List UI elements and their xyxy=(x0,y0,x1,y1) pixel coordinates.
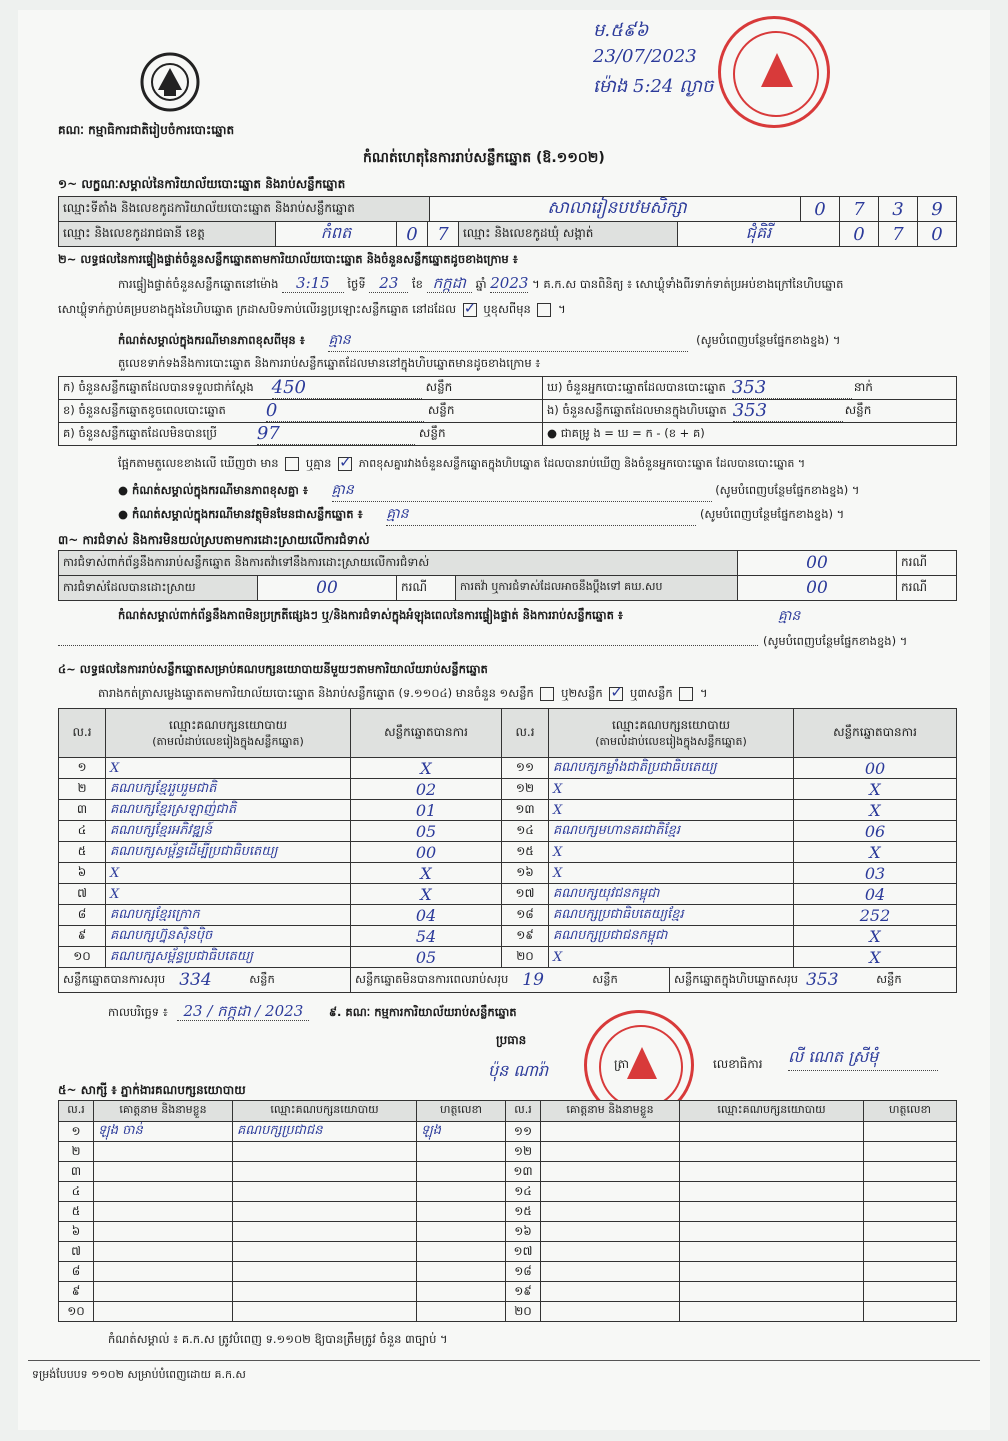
figure-row-ko xyxy=(58,422,543,446)
verification-month-label: ខែ xyxy=(412,277,423,291)
verification-year: 2023 xyxy=(490,274,529,292)
witness-name xyxy=(540,1201,680,1222)
form-page xyxy=(18,10,990,1430)
president-signature: ប៉ុន ណារ៉ា xyxy=(488,1061,549,1080)
committee-title: ៩. គណៈ កម្មការការិយាល័យរាប់សន្លឹកឆ្នោត xyxy=(328,1005,517,1019)
figures-intro: តួលេខទាក់ទងនឹងការបោះឆ្នោត និងការរាប់សន្លឹកឆ្នោតដែលមាននៅក្នុងហិបឆ្នោតមានដូចខាងក្រោម ៖ xyxy=(118,356,541,370)
three-sheet-checkbox[interactable] xyxy=(679,687,693,701)
witness-name xyxy=(540,1181,680,1202)
has-label: ផ្អែកតាមតួលេខខាងលើ ឃើញថា មាន xyxy=(118,456,279,470)
tally-sheet-line: តារាងកត់ត្រាសម្លេងឆ្នោតតាមការិយាល័យបោះឆ្នោត និងរាប់សន្លឹកឆ្នោត (ទ.១១០៤) មានចំនួន ១សន្លឹក ឬ២សន្លឹក ✓ ឬ៣សន្លឹក ។ xyxy=(98,686,708,703)
witness-party xyxy=(232,1141,417,1162)
witness-party xyxy=(232,1201,417,1222)
resolved-count: 00 xyxy=(257,575,397,601)
col-no-header: ល.រ xyxy=(58,708,106,758)
witness-party: គណបក្សប្រជាជន xyxy=(232,1121,417,1142)
date-line xyxy=(108,1002,517,1024)
seal-status-text: សោឃ្លុំទាក់ភ្ជាប់គម្របខាងក្នុងនៃហិបឆ្នោត ក្រដាសបិទភាប់លើរន្ធប្រឡោះសន្លឹកឆ្នោត នៅដដែល xyxy=(58,302,457,316)
secretary-signature: លី ណេត ស្រីមុំ xyxy=(788,1046,938,1071)
appeal-label: ការតវ៉ា ឬការជំទាស់ដែលអាចនឹងប្តឹងទៅ គឃ.សប xyxy=(455,575,738,601)
witness-signature xyxy=(416,1141,506,1162)
witness-party xyxy=(679,1241,864,1262)
party-name: គណបក្សសម្ព័ន្ធប្រជាធិបតេយ្យ xyxy=(105,946,351,968)
total-box-label: សន្លឹកឆ្នោតក្នុងហិបឆ្នោតសរុប xyxy=(674,971,799,986)
province-code-digit: 0 xyxy=(396,221,428,247)
row-no: ៥ xyxy=(58,841,106,863)
party-votes: X xyxy=(793,799,957,821)
figure-value: 450 xyxy=(272,377,422,399)
witness-name xyxy=(540,1141,680,1162)
commune-code-digit: 0 xyxy=(917,221,957,247)
difference-note-value: គ្មាន xyxy=(328,330,688,352)
witness-name xyxy=(93,1141,233,1162)
difference-text: ភាពខុសគ្នារវាងចំនួនសន្លឹកឆ្នោតក្នុងហិបឆ្នោត ដែលបានរាប់ឃើញ និងចំនួនអ្នកបោះឆ្នោត ដែលបានបោះឆ្នោត ។ xyxy=(358,457,806,470)
party-name: គណបក្សប្រជាធិបតេយ្យខ្មែរ xyxy=(548,904,794,926)
witness-name xyxy=(540,1221,680,1242)
row-no: ១ xyxy=(58,757,106,779)
received-date: 23/07/2023 xyxy=(593,46,697,67)
col-party-subtitle: (តាមលំដាប់លេខរៀងក្នុងសន្លឹកឆ្នោត) xyxy=(152,735,304,748)
witness-party xyxy=(232,1281,417,1302)
w-col-party: ឈ្មោះគណបក្សនយោបាយ xyxy=(232,1100,417,1122)
row-no: ៩ xyxy=(58,925,106,947)
col-votes-header: សន្លឹកឆ្នោតបានការ xyxy=(793,708,957,758)
party-name: X xyxy=(548,841,794,863)
party-votes: 03 xyxy=(793,862,957,884)
verification-time: 3:15 xyxy=(282,274,344,293)
section2-heading: ២~ លទ្ធផលនៃការផ្ទៀងផ្ទាត់ចំនួនសន្លឹកឆ្នោតតាមការិយាល័យបោះឆ្នោត និងចំនួនសន្លឹកឆ្នោតដូចខាងក្រោម ៖ xyxy=(58,252,518,266)
witness-party xyxy=(232,1301,417,1322)
party-name: គណបក្សសម្ព័ន្ធដើម្បីប្រជាធិបតេយ្យ xyxy=(105,841,351,863)
witness-party xyxy=(679,1121,864,1142)
figure-label: ឃ) ចំនួនអ្នកបោះឆ្នោតដែលបានបោះឆ្នោត xyxy=(547,379,726,394)
difference-note-label: កំណត់សម្គាល់ក្នុងករណីមានភាពខុសពីមុន ៖ xyxy=(118,333,305,347)
commune-label: ឈ្មោះ និងលេខកូដឃុំ សង្កាត់ xyxy=(458,221,678,247)
witness-row-no: ១៣ xyxy=(505,1161,541,1182)
commune-code-digit: 7 xyxy=(878,221,918,247)
witness-signature xyxy=(416,1181,506,1202)
party-name: X xyxy=(548,799,794,821)
formula-text: ● ជាគម្រូ ង = ឃ = ក - (ខ + គ) xyxy=(547,425,705,440)
figure-unit: សន្លឹក xyxy=(844,403,872,417)
form-title: កំណត់ហេតុនៃការរាប់សន្លឹកឆ្នោត (ឱ.១១០២) xyxy=(363,150,605,166)
row-no: ១១ xyxy=(501,757,549,779)
party-votes: 05 xyxy=(350,820,502,842)
received-number: ម.៥៩៦ xyxy=(593,20,649,41)
official-seal-top xyxy=(718,16,830,128)
w-col-no: ល.រ xyxy=(505,1100,541,1122)
witness-party xyxy=(679,1161,864,1182)
party-name: គណបក្សកម្លាំងជាតិប្រជាធិបតេយ្យ xyxy=(548,757,794,779)
objection-count: 00 xyxy=(737,550,897,576)
figure-value: 353 xyxy=(733,400,843,422)
seal-status-line: សោឃ្លុំទាក់ភ្ជាប់គម្របខាងក្នុងនៃហិបឆ្នោត ក្រដាសបិទភាប់លើរន្ធប្រឡោះសន្លឹកឆ្នោត នៅដដែល ✓ ឬខុសពីមុន ។ xyxy=(58,302,566,319)
objection-label: ការជំទាស់ពាក់ព័ន្ធនឹងការរាប់សន្លឹកឆ្នោត និងការតវ៉ាទៅនឹងការដោះស្រាយលើការជំទាស់ xyxy=(58,550,738,576)
witness-name xyxy=(93,1261,233,1282)
party-name: X xyxy=(548,778,794,800)
party-votes: 02 xyxy=(350,778,502,800)
tally-sheet-text: តារាងកត់ត្រាសម្លេងឆ្នោតតាមការិយាល័យបោះឆ្នោត និងរាប់សន្លឹកឆ្នោត (ទ.១១០៤) មានចំនួន ១សន្លឹក xyxy=(98,686,534,700)
total-valid-value: 334 xyxy=(179,970,212,990)
witness-party xyxy=(679,1261,864,1282)
party-votes: X xyxy=(793,925,957,947)
secretary-label: លេខាធិការ xyxy=(713,1057,763,1071)
witness-row-no: ២ xyxy=(58,1141,94,1162)
witness-signature xyxy=(863,1161,957,1182)
witness-name xyxy=(93,1201,233,1222)
witness-row-no: ១០ xyxy=(58,1301,94,1322)
witness-row-no: ២០ xyxy=(505,1301,541,1322)
nec-logo xyxy=(138,50,202,114)
party-name: គណបក្សខ្មែររួបរួមជាតិ xyxy=(105,778,351,800)
figure-label: គ) ចំនួនសន្លឹកឆ្នោតដែលមិនបានប្រើ xyxy=(63,425,217,440)
witness-signature xyxy=(863,1221,957,1242)
row-no: ១០ xyxy=(58,946,106,968)
party-votes: 01 xyxy=(350,799,502,821)
party-votes: X xyxy=(350,757,502,779)
total-invalid-cell xyxy=(350,967,670,993)
party-name: X xyxy=(105,862,351,884)
witness-signature xyxy=(863,1121,957,1142)
row-no: ១៤ xyxy=(501,820,549,842)
bullet-difference-value: គ្មាន xyxy=(332,480,712,502)
province-code-digit: 7 xyxy=(427,221,459,247)
witness-row-no: ៨ xyxy=(58,1261,94,1282)
witness-signature xyxy=(863,1181,957,1202)
witness-name xyxy=(540,1301,680,1322)
bullet-object-value: គ្មាន xyxy=(386,504,696,526)
party-name: X xyxy=(105,883,351,905)
party-name: គណបក្សមហានគរជាតិខ្មែរ xyxy=(548,820,794,842)
party-votes: 05 xyxy=(350,946,502,968)
commune-name: ជុំគិរី xyxy=(677,221,840,247)
bullet-difference xyxy=(118,480,948,502)
col-party-header xyxy=(105,708,351,758)
figure-unit: សន្លឹក xyxy=(427,403,455,417)
irregularity-note-value: គ្មាន xyxy=(778,608,801,624)
witness-signature xyxy=(416,1241,506,1262)
witness-name xyxy=(93,1241,233,1262)
total-unit: សន្លឹក xyxy=(876,971,902,986)
witness-row-no: ១២ xyxy=(505,1141,541,1162)
witness-party xyxy=(232,1221,417,1242)
three-sheet-label: ឬ៣សន្លឹក xyxy=(630,686,673,700)
row-no: ៤ xyxy=(58,820,106,842)
party-name: X xyxy=(548,862,794,884)
party-votes: X xyxy=(350,883,502,905)
figure-row-ka xyxy=(58,376,543,400)
irregularity-note-line xyxy=(58,644,758,646)
section1-heading: ១~ លក្ខណៈសម្គាល់នៃការិយាល័យបោះឆ្នោត និងរាប់សន្លឹកឆ្នោត xyxy=(58,177,346,191)
witness-signature xyxy=(863,1301,957,1322)
total-invalid-value: 19 xyxy=(522,970,544,990)
org-name: គណៈ កម្មាធិការជាតិរៀបចំការបោះឆ្នោត xyxy=(58,123,235,137)
witness-party xyxy=(679,1181,864,1202)
col-no-header: ល.រ xyxy=(501,708,549,758)
total-box-cell xyxy=(669,967,957,993)
resolved-unit: ករណី xyxy=(396,575,456,601)
two-sheet-label: ឬ២សន្លឹក xyxy=(561,686,603,700)
witness-row-no: ១ xyxy=(58,1121,94,1142)
total-valid-label: សន្លឹកឆ្នោតបានការសរុប xyxy=(63,971,166,986)
w-col-sign: ហត្ថលេខា xyxy=(863,1100,957,1122)
figure-value: 97 xyxy=(257,423,415,445)
figure-label: ខ) ចំនួនសន្លឹកឆ្នោតខូចពេលបោះឆ្នោត xyxy=(63,402,226,417)
party-name: X xyxy=(105,757,351,779)
witness-row-no: ១១ xyxy=(505,1121,541,1142)
witness-row-no: ៩ xyxy=(58,1281,94,1302)
witness-row-no: ១៩ xyxy=(505,1281,541,1302)
col-votes-header: សន្លឹកឆ្នោតបានការ xyxy=(350,708,502,758)
witness-signature xyxy=(863,1241,957,1262)
received-time: ម៉ោង 5:24 ល្ងាច xyxy=(593,76,714,97)
witness-row-no: ៣ xyxy=(58,1161,94,1182)
party-name: គណបក្សខ្មែរក្រោក xyxy=(105,904,351,926)
row-no: ១៩ xyxy=(501,925,549,947)
witness-party xyxy=(679,1221,864,1242)
party-votes: X xyxy=(350,862,502,884)
verification-time-label: ការផ្ទៀងផ្ទាត់ចំនួនសន្លឹកឆ្នោតនៅម៉ោង xyxy=(118,277,279,291)
verification-month: កក្កដា xyxy=(427,274,472,293)
witness-row-no: ១៦ xyxy=(505,1221,541,1242)
witness-name xyxy=(540,1281,680,1302)
objection-unit: ករណី xyxy=(896,550,957,576)
witness-signature xyxy=(863,1281,957,1302)
witness-name xyxy=(93,1301,233,1322)
witness-row-no: ៦ xyxy=(58,1221,94,1242)
witness-name xyxy=(540,1121,680,1142)
row-no: ៧ xyxy=(58,883,106,905)
party-name: គណបក្សហ្វ៊ុនស៊ិនប៉ិច xyxy=(105,925,351,947)
party-votes: X xyxy=(793,841,957,863)
col-party-title: ឈ្មោះគណបក្សនយោបាយ xyxy=(611,718,731,732)
witness-party xyxy=(679,1301,864,1322)
figure-row-kha xyxy=(58,399,543,423)
witness-party xyxy=(679,1281,864,1302)
form-code: ទម្រង់បែបបទ ១១០២ សម្រាប់បំពេញដោយ គ.ក.ស xyxy=(32,1368,246,1381)
witness-name xyxy=(540,1241,680,1262)
row-no: ១៦ xyxy=(501,862,549,884)
witness-row-no: ១៨ xyxy=(505,1261,541,1282)
fill-more-note: (សូមបំពេញបន្ថែមផ្នែកខាងខ្នង) ។ xyxy=(763,634,908,648)
verification-day: 23 xyxy=(369,274,408,293)
row-no: ១៨ xyxy=(501,904,549,926)
party-votes: 00 xyxy=(350,841,502,863)
date-value: 23 / កក្កដា / 2023 xyxy=(177,1002,309,1021)
seal-label: ត្រា xyxy=(614,1057,629,1071)
party-votes: X xyxy=(793,946,957,968)
witness-name xyxy=(93,1181,233,1202)
witness-signature xyxy=(416,1161,506,1182)
changed-checkbox[interactable] xyxy=(537,303,551,317)
witness-signature xyxy=(416,1201,506,1222)
party-name: គណបក្សយុវជនកម្ពុជា xyxy=(548,883,794,905)
row-no: ១៥ xyxy=(501,841,549,863)
appeal-count: 00 xyxy=(737,575,897,601)
party-votes: 06 xyxy=(793,820,957,842)
code-digit: 9 xyxy=(917,196,957,222)
witness-row-no: ៤ xyxy=(58,1181,94,1202)
witness-party xyxy=(232,1181,417,1202)
witness-signature xyxy=(863,1261,957,1282)
figure-row-kho xyxy=(542,376,957,400)
no-difference-checkbox[interactable] xyxy=(338,457,352,471)
total-invalid-label: សន្លឹកឆ្នោតមិនបានការពេលរាប់សរុប xyxy=(355,971,509,986)
party-votes: 04 xyxy=(793,883,957,905)
verification-line xyxy=(118,274,843,296)
section5-heading: ៥~ សាក្សី ៖ ភ្នាក់ងារគណបក្សនយោបាយ xyxy=(58,1083,246,1097)
witness-signature xyxy=(416,1281,506,1302)
polling-station-label: ឈ្មោះទីតាំង និងលេខកូដការិយាល័យបោះឆ្នោត និងរាប់សន្លឹកឆ្នោត xyxy=(58,196,430,222)
footer-divider xyxy=(28,1360,980,1361)
row-no: ១២ xyxy=(501,778,549,800)
figure-unit: សន្លឹក xyxy=(425,380,453,394)
witness-name xyxy=(93,1221,233,1242)
irregularity-note-label: កំណត់សម្គាល់ពាក់ព័ន្ធនឹងភាពមិនប្រក្រតីផ្សេងៗ ឬ/និងការជំទាស់ក្នុងអំឡុងពេលនៃការផ្ទៀងផ្ទាត់ និងការរាប់សន្លឹកឆ្នោត ៖ xyxy=(118,608,623,622)
row-no: ៦ xyxy=(58,862,106,884)
col-party-subtitle: (តាមលំដាប់លេខរៀងក្នុងសន្លឹកឆ្នោត) xyxy=(595,735,747,748)
difference-note-line xyxy=(118,330,948,352)
witness-signature xyxy=(416,1221,506,1242)
witness-row-no: ៥ xyxy=(58,1201,94,1222)
w-col-party: ឈ្មោះគណបក្សនយោបាយ xyxy=(679,1100,864,1122)
witness-row-no: ១៤ xyxy=(505,1181,541,1202)
commune-code-digit: 0 xyxy=(839,221,879,247)
witness-row-no: ៧ xyxy=(58,1241,94,1262)
party-votes: X xyxy=(793,778,957,800)
appeal-unit: ករណី xyxy=(896,575,957,601)
figure-row-ngo xyxy=(542,399,957,423)
witness-name xyxy=(93,1161,233,1182)
total-unit: សន្លឹក xyxy=(249,971,275,986)
fill-more-note: (សូមបំពេញបន្ថែមផ្នែកខាងខ្នង) ។ xyxy=(699,507,845,521)
verification-day-label: ថ្ងៃទី xyxy=(347,277,366,291)
row-no: ៨ xyxy=(58,904,106,926)
footer-note: កំណត់សម្គាល់ ៖ គ.ក.ស ត្រូវបំពេញ ទ.១១០២ ឱ្យបានត្រឹមត្រូវ ចំនួន ៣ច្បាប់ ។ xyxy=(108,1332,448,1346)
witness-signature xyxy=(863,1141,957,1162)
witness-name xyxy=(540,1161,680,1182)
col-party-title: ឈ្មោះគណបក្សនយោបាយ xyxy=(168,718,288,732)
witness-signature xyxy=(416,1301,506,1322)
code-digit: 0 xyxy=(800,196,840,222)
bullet-object xyxy=(118,504,948,526)
witness-row-no: ១៧ xyxy=(505,1241,541,1262)
section4-heading: ៤~ លទ្ធផលនៃការរាប់សន្លឹកឆ្នោតសម្រាប់គណបក្សនយោបាយនីមួយៗតាមការិយាល័យរាប់សន្លឹកឆ្នោត xyxy=(58,662,488,676)
witness-party xyxy=(232,1261,417,1282)
row-no: ២ xyxy=(58,778,106,800)
row-no: ៣ xyxy=(58,799,106,821)
difference-check-line xyxy=(118,456,805,473)
party-name: គណបក្សខ្មែរអភិវឌ្ឍន៍ xyxy=(105,820,351,842)
verification-year-label: ឆ្នាំ xyxy=(475,277,487,291)
figure-formula xyxy=(542,422,957,446)
witness-name xyxy=(93,1281,233,1302)
total-box-value: 353 xyxy=(806,970,839,990)
figure-unit: នាក់ xyxy=(853,380,873,394)
president-label: ប្រធាន xyxy=(496,1033,527,1047)
polling-station-name: សាលារៀនបឋមសិក្សា xyxy=(429,196,801,222)
fill-more-note: (សូមបំពេញបន្ថែមផ្នែកខាងខ្នង) ។ xyxy=(696,333,841,347)
w-col-name: គោត្តនាម និងនាមខ្លួន xyxy=(93,1100,233,1122)
total-valid-cell xyxy=(58,967,351,993)
party-name: X xyxy=(548,946,794,968)
figure-label: ក) ចំនួនសន្លឹកឆ្នោតដែលបានទទួលជាក់ស្តែង xyxy=(63,379,254,394)
witness-party xyxy=(232,1161,417,1182)
row-no: ២០ xyxy=(501,946,549,968)
witness-party xyxy=(679,1141,864,1162)
code-digit: 7 xyxy=(839,196,879,222)
row-no: ១៧ xyxy=(501,883,549,905)
row-no: ១៣ xyxy=(501,799,549,821)
figure-label: ង) ចំនួនសន្លឹកឆ្នោតដែលមានក្នុងហិបឆ្នោត xyxy=(547,402,727,417)
province-label: ឈ្មោះ និងលេខកូដរាជធានី ខេត្ត xyxy=(58,221,276,247)
witness-party xyxy=(679,1201,864,1222)
bullet-object-label: ● កំណត់សម្គាល់ក្នុងករណីមានវត្ថុមិនមែនជាសន្លឹកឆ្នោត ៖ xyxy=(118,507,363,521)
verification-text: ។ គ.ក.ស បានពិនិត្យ ៖ សោឃ្លុំទាំងពីរទាក់ទាត់ប្រអប់ខាងក្រៅនៃហិបឆ្នោត xyxy=(532,277,844,291)
witness-row-no: ១៥ xyxy=(505,1201,541,1222)
party-votes: 04 xyxy=(350,904,502,926)
one-sheet-checkbox[interactable] xyxy=(540,687,554,701)
changed-label: ឬខុសពីមុន xyxy=(483,302,531,316)
party-votes: 54 xyxy=(350,925,502,947)
fill-more-note: (សូមបំពេញបន្ថែមផ្នែកខាងខ្នង) ។ xyxy=(715,483,860,497)
total-unit: សន្លឹក xyxy=(592,971,618,986)
party-name: គណបក្សខ្មែរស្រឡាញ់ជាតិ xyxy=(105,799,351,821)
resolved-label: ការជំទាស់ដែលបានដោះស្រាយ xyxy=(58,575,258,601)
witness-signature: ឡុង xyxy=(416,1121,506,1142)
two-sheet-checkbox[interactable] xyxy=(609,687,623,701)
date-label: កាលបរិច្ឆេទ ៖ xyxy=(108,1005,168,1019)
w-col-sign: ហត្ថលេខា xyxy=(416,1100,506,1122)
party-name: គណបក្សប្រជាជនកម្ពុជា xyxy=(548,925,794,947)
w-col-name: គោត្តនាម និងនាមខ្លួន xyxy=(540,1100,680,1122)
witness-name: ឡុង ចាន់ xyxy=(93,1121,233,1142)
code-digit: 3 xyxy=(878,196,918,222)
none-label: ឬគ្មាន xyxy=(305,456,332,470)
party-votes: 00 xyxy=(793,757,957,779)
witness-name xyxy=(540,1261,680,1282)
has-difference-checkbox[interactable] xyxy=(285,457,299,471)
party-votes: 252 xyxy=(793,904,957,926)
unchanged-checkbox[interactable] xyxy=(463,303,477,317)
w-col-no: ល.រ xyxy=(58,1100,94,1122)
figure-value: 353 xyxy=(732,377,852,399)
province-name: កំពត xyxy=(275,221,397,247)
figure-unit: សន្លឹក xyxy=(418,426,446,440)
witness-party xyxy=(232,1241,417,1262)
col-party-header xyxy=(548,708,794,758)
figure-value: 0 xyxy=(266,400,424,422)
witness-signature xyxy=(863,1201,957,1222)
witness-signature xyxy=(416,1261,506,1282)
section3-heading: ៣~ ការជំទាស់ និងការមិនយល់ស្របតាមការដោះស្រាយលើការជំទាស់ xyxy=(58,533,370,547)
bullet-difference-label: ● កំណត់សម្គាល់ក្នុងករណីមានភាពខុសគ្នា ៖ xyxy=(118,483,308,497)
